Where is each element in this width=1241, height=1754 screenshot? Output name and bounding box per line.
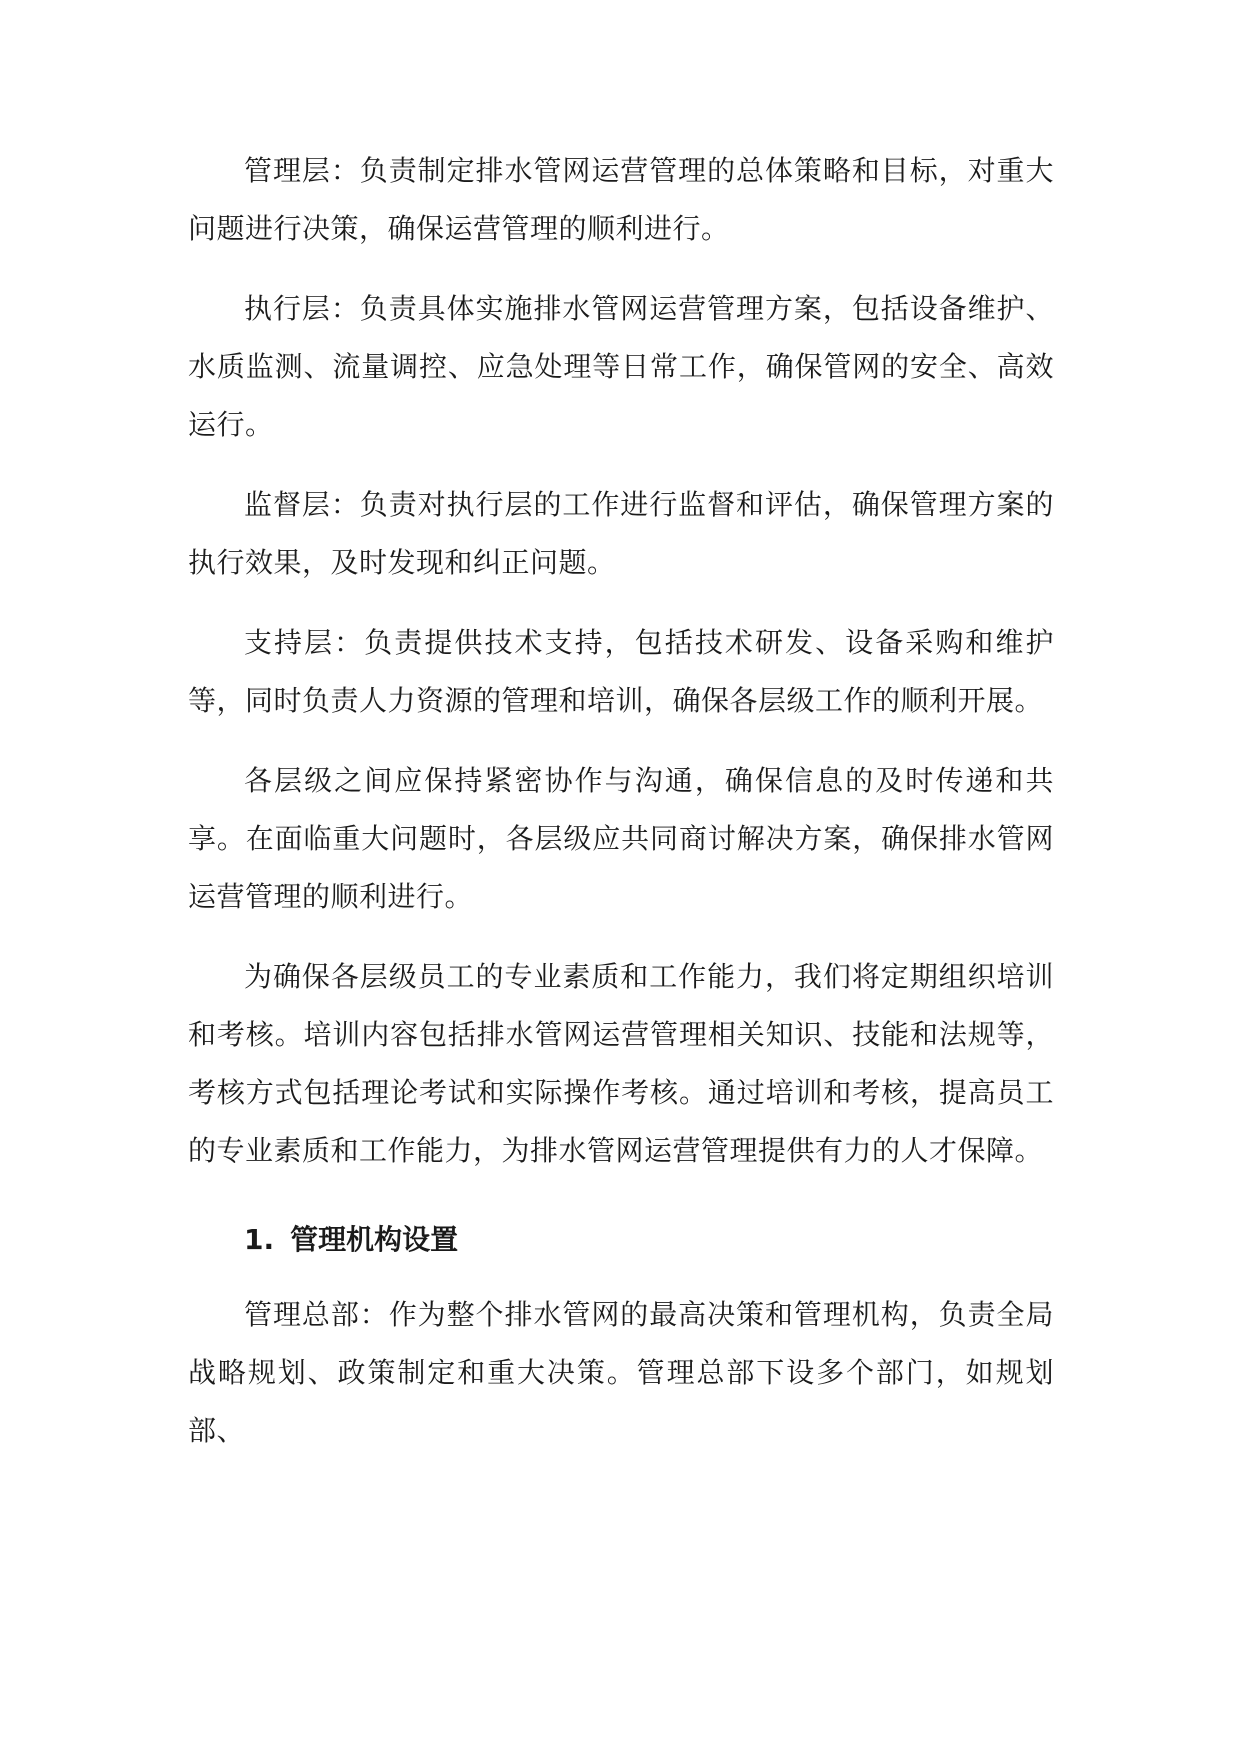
paragraph-supervision-layer: 监督层：负责对执行层的工作进行监督和评估，确保管理方案的执行效果，及时发现和纠正问题。	[188, 488, 1054, 579]
paragraph-management-layer: 管理层：负责制定排水管网运营管理的总体策略和目标，对重大问题进行决策，确保运营管理的顺利进行。	[188, 154, 1054, 245]
paragraph-training: 为确保各层级员工的专业素质和工作能力，我们将定期组织培训和考核。培训内容包括排水管网运营管理相关知识、技能和法规等，考核方式包括理论考试和实际操作考核。通过培训和考核，提高员工的专业素质和工作能力，为排水管网运营管理提供有力的人才保障。	[188, 960, 1054, 1167]
paragraph-coordination: 各层级之间应保持紧密协作与沟通，确保信息的及时传递和共享。在面临重大问题时，各层级应共同商讨解决方案，确保排水管网运营管理的顺利进行。	[188, 764, 1054, 913]
section-title: 管理机构设置	[290, 1223, 459, 1256]
section-heading	[188, 1220, 1054, 1260]
section-number: 1.	[244, 1223, 275, 1256]
paragraph-headquarters: 管理总部：作为整个排水管网的最高决策和管理机构，负责全局战略规划、政策制定和重大决策。管理总部下设多个部门，如规划部、	[188, 1298, 1054, 1447]
paragraph-execution-layer: 执行层：负责具体实施排水管网运营管理方案，包括设备维护、水质监测、流量调控、应急处理等日常工作，确保管网的安全、高效运行。	[188, 292, 1054, 441]
document-body	[188, 142, 1054, 1482]
paragraph-support-layer: 支持层：负责提供技术支持，包括技术研发、设备采购和维护等，同时负责人力资源的管理和培训，确保各层级工作的顺利开展。	[188, 626, 1054, 717]
